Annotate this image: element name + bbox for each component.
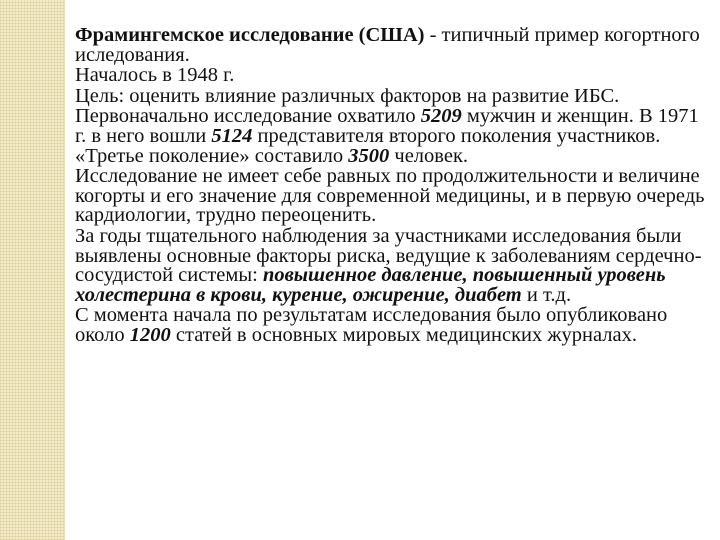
- paragraph-publications: [75, 306, 715, 345]
- risk-factors-outro: и т.д.: [521, 283, 572, 306]
- participants-count-third: 3500: [348, 144, 390, 167]
- study-title-description: - типичный пример когортного иследования.: [75, 24, 700, 66]
- side-stripe-divider: [64, 0, 65, 540]
- participants-text-4: человек.: [389, 144, 469, 167]
- participants-text-1: Первоначально исследование охватило: [75, 105, 421, 128]
- paragraph-participants: [75, 107, 715, 166]
- participants-text-3: представителя второго поколения участников. «Третье поколение» составило: [75, 124, 661, 167]
- paragraph-significance: Исследование не имеет себе равных по продолжительности и величине когорты и его значение для современной медицины, и в первую очередь кардиологии, трудно переоценить.: [75, 165, 705, 227]
- paragraph-study-title: [75, 26, 715, 65]
- publications-text-2: статей в основных мировых медицинских журналах.: [170, 323, 638, 346]
- participants-text-2: мужчин и женщин. В 1971 г. в него вошли: [75, 105, 699, 147]
- paragraph-goal: Цель: оценить влияние различных факторов на развитие ИБС.: [75, 84, 620, 107]
- risk-factors-intro: За годы тщательного наблюдения за участниками исследования были выявлены основные факторы риска, ведущие к заболеваниям сердечно-сосудистой системы:: [75, 224, 702, 287]
- publications-count: 1200: [129, 323, 171, 346]
- participants-count-first: 5209: [420, 105, 462, 128]
- paragraph-start-year: Началось в 1948 г.: [75, 64, 235, 87]
- paragraph-risk-factors: [75, 224, 715, 306]
- publications-text-1: С момента начала по результатам исследования было опубликовано около: [75, 304, 668, 346]
- participants-count-second: 5124: [211, 124, 253, 147]
- risk-factors-list: повышенное давление, повышенный уровень холестерина в крови, курение, ожирение, диабет: [75, 264, 666, 306]
- study-title: Фрамингемское исследование (США): [75, 24, 425, 46]
- slide-body: [75, 26, 715, 347]
- decorative-side-stripe: [0, 0, 64, 540]
